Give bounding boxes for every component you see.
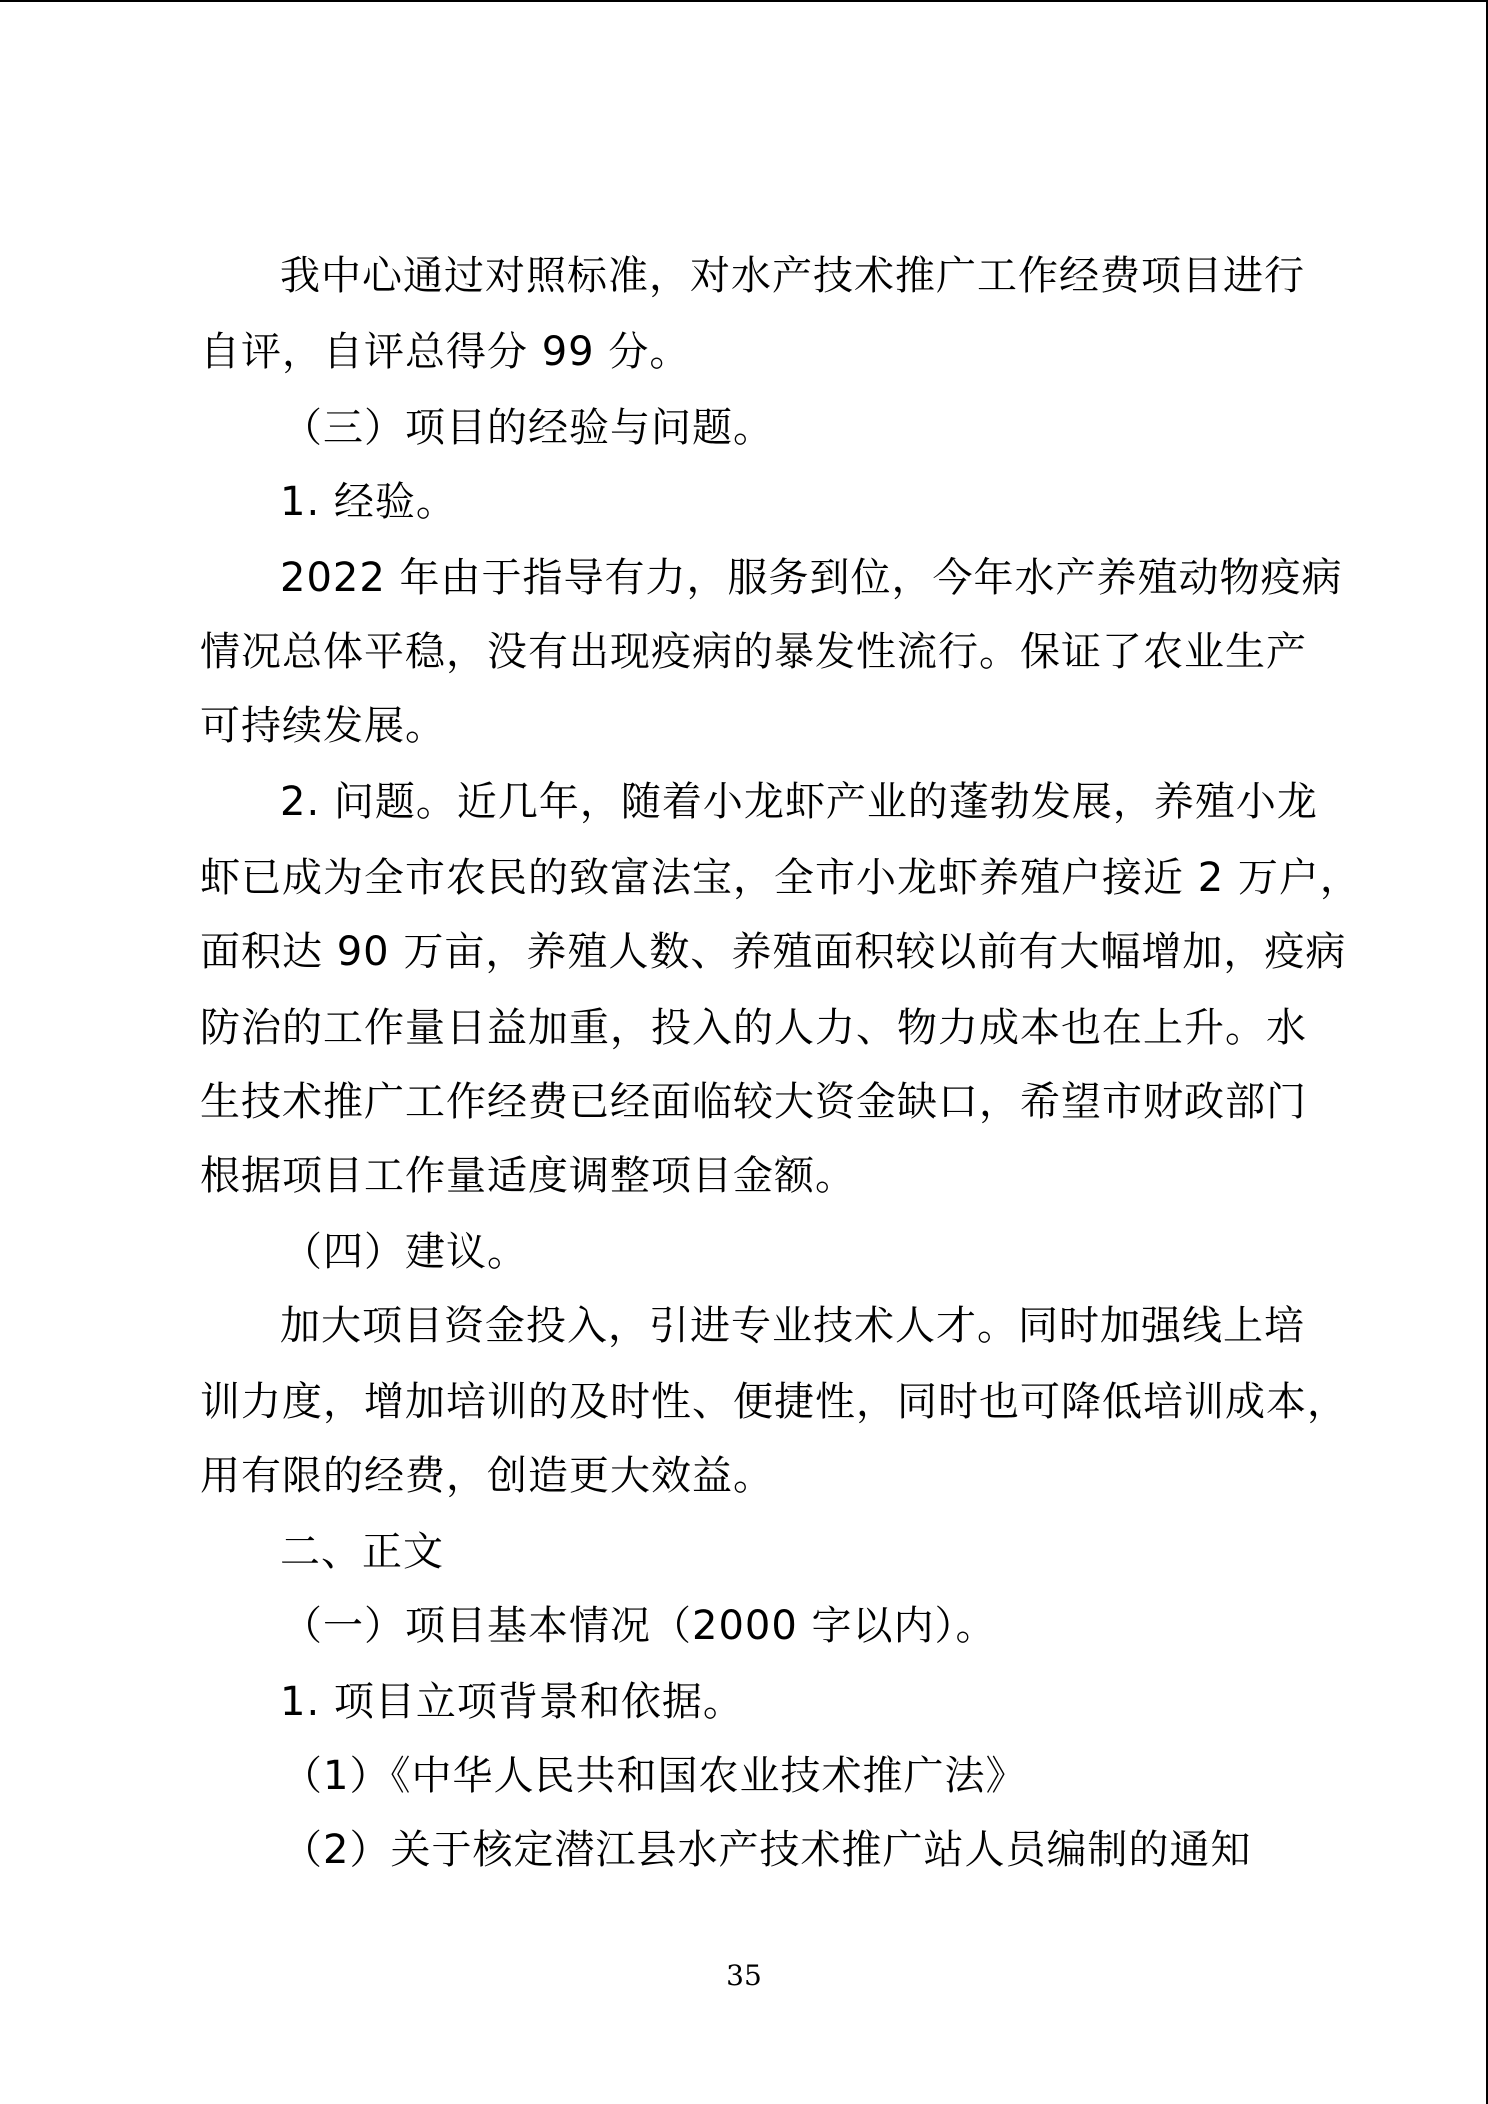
page-number: 35 bbox=[726, 1959, 762, 1992]
text-line: 情况总体平稳，没有出现疫病的暴发性流行。保证了农业生产 bbox=[200, 629, 1307, 675]
text-line: 2022 年由于指导有力，服务到位，今年水产养殖动物疫病 bbox=[280, 555, 1343, 601]
text-line: 防治的工作量日益加重，投入的人力、物力成本也在上升。水 bbox=[200, 1005, 1307, 1051]
heading-experience-and-problems bbox=[0, 398, 1488, 458]
text-line: （一）项目基本情况（2000 字以内）。 bbox=[282, 1603, 997, 1649]
text-line: 根据项目工作量适度调整项目金额。 bbox=[200, 1153, 856, 1199]
heading-main-text bbox=[0, 1522, 1488, 1582]
paragraph-problems-line-4 bbox=[0, 998, 1488, 1058]
text-line: 面积达 90 万亩，养殖人数、养殖面积较以前有大幅增加，疫病 bbox=[200, 929, 1347, 975]
paragraph-self-eval-line-2 bbox=[0, 322, 1488, 382]
text-line: 用有限的经费，创造更大效益。 bbox=[200, 1453, 774, 1499]
heading-project-basic-info bbox=[0, 1596, 1488, 1656]
paragraph-problems-line-6 bbox=[0, 1146, 1488, 1206]
text-line: 可持续发展。 bbox=[200, 703, 446, 749]
paragraph-suggestions-line-2 bbox=[0, 1372, 1488, 1432]
text-line: 2. 问题。近几年，随着小龙虾产业的蓬勃发展，养殖小龙 bbox=[280, 779, 1318, 825]
text-line: （1）《中华人民共和国农业技术推广法》 bbox=[282, 1753, 1027, 1799]
text-line: 加大项目资金投入，引进专业技术人才。同时加强线上培 bbox=[280, 1303, 1305, 1349]
paragraph-experience-line-1 bbox=[0, 548, 1488, 608]
paragraph-experience-line-3 bbox=[0, 696, 1488, 756]
subheading-experience bbox=[0, 472, 1488, 532]
paragraph-self-eval-line-1 bbox=[0, 246, 1488, 306]
paragraph-experience-line-2 bbox=[0, 622, 1488, 682]
paragraph-suggestions-line-3 bbox=[0, 1446, 1488, 1506]
heading-suggestions bbox=[0, 1222, 1488, 1282]
list-item-basis-1 bbox=[0, 1746, 1488, 1806]
subheading-project-background bbox=[0, 1672, 1488, 1732]
list-item-basis-2 bbox=[0, 1820, 1488, 1880]
text-line: 1. 经验。 bbox=[280, 479, 457, 525]
text-line: 自评，自评总得分 99 分。 bbox=[200, 329, 691, 375]
text-line: （四）建议。 bbox=[282, 1229, 528, 1275]
paragraph-problems-line-5 bbox=[0, 1072, 1488, 1132]
text-line: （2）关于核定潜江县水产技术推广站人员编制的通知 bbox=[282, 1827, 1252, 1873]
text-line: （三）项目的经验与问题。 bbox=[282, 405, 774, 451]
text-line: 二、正文 bbox=[280, 1529, 444, 1575]
text-line: 生技术推广工作经费已经面临较大资金缺口，希望市财政部门 bbox=[200, 1079, 1307, 1125]
text-line: 1. 项目立项背景和依据。 bbox=[280, 1679, 744, 1725]
paragraph-suggestions-line-1 bbox=[0, 1296, 1488, 1356]
paragraph-problems-line-2 bbox=[0, 848, 1488, 908]
text-line: 虾已成为全市农民的致富法宝，全市小龙虾养殖户接近 2 万户， bbox=[200, 855, 1361, 901]
paragraph-problems-line-1 bbox=[0, 772, 1488, 832]
text-line: 我中心通过对照标准，对水产技术推广工作经费项目进行 bbox=[280, 253, 1305, 299]
paragraph-problems-line-3 bbox=[0, 922, 1488, 982]
text-line: 训力度，增加培训的及时性、便捷性，同时也可降低培训成本， bbox=[200, 1379, 1348, 1425]
